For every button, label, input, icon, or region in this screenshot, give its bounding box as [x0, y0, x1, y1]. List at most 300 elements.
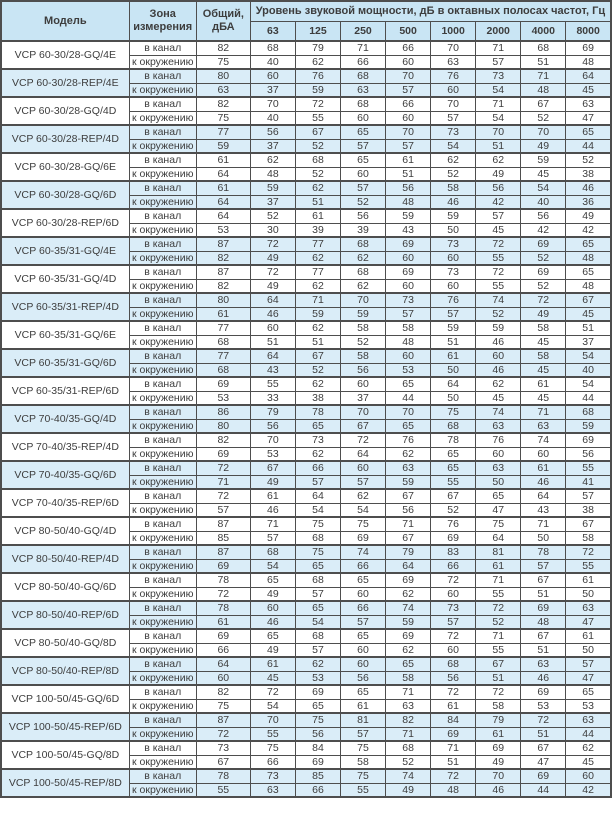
band-level-cell: 37: [250, 139, 295, 153]
band-level-cell: 79: [476, 713, 521, 727]
band-level-cell: 52: [476, 615, 521, 629]
band-level-cell: 70: [250, 97, 295, 111]
model-name-cell: VCP 60-30/28-GQ/6D: [1, 181, 129, 209]
total-dba-cell: 85: [196, 531, 250, 545]
model-block: [1, 321, 611, 349]
table-row: [1, 293, 611, 307]
band-level-cell: 37: [340, 391, 385, 405]
band-level-cell: 56: [386, 181, 431, 195]
zone-label-ambient: к окружению: [129, 139, 196, 153]
band-level-cell: 56: [566, 447, 611, 461]
band-level-cell: 57: [476, 55, 521, 69]
band-level-cell: 52: [566, 153, 611, 167]
band-level-cell: 65: [295, 559, 340, 573]
band-level-cell: 63: [566, 97, 611, 111]
band-level-cell: 66: [340, 601, 385, 615]
band-level-cell: 60: [340, 587, 385, 601]
band-level-cell: 45: [476, 223, 521, 237]
model-block: [1, 125, 611, 153]
band-level-cell: 49: [521, 139, 566, 153]
model-name-cell: VCP 80-50/40-GQ/6D: [1, 573, 129, 601]
col-header-frequency: 4000: [521, 21, 566, 41]
band-level-cell: 63: [566, 713, 611, 727]
band-level-cell: 70: [340, 293, 385, 307]
band-level-cell: 54: [431, 139, 476, 153]
band-level-cell: 54: [566, 349, 611, 363]
band-level-cell: 40: [250, 111, 295, 125]
total-dba-cell: 80: [196, 69, 250, 83]
zone-label-ambient: к окружению: [129, 251, 196, 265]
total-dba-cell: 66: [196, 643, 250, 657]
total-dba-cell: 78: [196, 601, 250, 615]
band-level-cell: 66: [295, 783, 340, 797]
band-level-cell: 72: [431, 769, 476, 783]
zone-label-ambient: к окружению: [129, 503, 196, 517]
band-level-cell: 63: [566, 601, 611, 615]
model-block: [1, 741, 611, 769]
band-level-cell: 65: [340, 153, 385, 167]
band-level-cell: 57: [295, 643, 340, 657]
col-header-frequency: 500: [386, 21, 431, 41]
band-level-cell: 50: [566, 587, 611, 601]
band-level-cell: 69: [521, 685, 566, 699]
band-level-cell: 69: [521, 237, 566, 251]
band-level-cell: 57: [295, 475, 340, 489]
band-level-cell: 52: [340, 335, 385, 349]
table-row: [1, 405, 611, 419]
total-dba-cell: 57: [196, 503, 250, 517]
band-level-cell: 61: [431, 349, 476, 363]
band-level-cell: 51: [521, 727, 566, 741]
zone-label-ambient: к окружению: [129, 279, 196, 293]
band-level-cell: 52: [431, 167, 476, 181]
band-level-cell: 60: [340, 111, 385, 125]
model-name-cell: VCP 60-30/28-GQ/6E: [1, 153, 129, 181]
band-level-cell: 71: [295, 293, 340, 307]
model-block: [1, 405, 611, 433]
band-level-cell: 58: [386, 671, 431, 685]
model-name-cell: VCP 80-50/40-REP/4D: [1, 545, 129, 573]
band-level-cell: 57: [476, 209, 521, 223]
model-name-cell: VCP 100-50/45-GQ/6D: [1, 685, 129, 713]
band-level-cell: 65: [295, 699, 340, 713]
band-level-cell: 53: [386, 363, 431, 377]
band-level-cell: 61: [250, 489, 295, 503]
col-header-frequency: 63: [250, 21, 295, 41]
total-dba-cell: 72: [196, 587, 250, 601]
band-level-cell: 64: [431, 377, 476, 391]
band-level-cell: 70: [431, 41, 476, 55]
total-dba-cell: 87: [196, 237, 250, 251]
model-block: [1, 237, 611, 265]
total-dba-cell: 77: [196, 321, 250, 335]
model-name-cell: VCP 70-40/35-REP/6D: [1, 489, 129, 517]
band-level-cell: 46: [521, 475, 566, 489]
band-level-cell: 42: [476, 195, 521, 209]
band-level-cell: 64: [566, 69, 611, 83]
band-level-cell: 59: [386, 615, 431, 629]
band-level-cell: 75: [340, 741, 385, 755]
band-level-cell: 70: [250, 713, 295, 727]
table-row: [1, 181, 611, 195]
zone-label-duct: в канал: [129, 349, 196, 363]
band-level-cell: 44: [566, 727, 611, 741]
model-name-cell: VCP 100-50/45-GQ/8D: [1, 741, 129, 769]
band-level-cell: 46: [566, 181, 611, 195]
band-level-cell: 67: [476, 657, 521, 671]
band-level-cell: 72: [521, 293, 566, 307]
band-level-cell: 60: [250, 69, 295, 83]
band-level-cell: 75: [295, 517, 340, 531]
band-level-cell: 55: [295, 111, 340, 125]
band-level-cell: 48: [386, 335, 431, 349]
band-level-cell: 62: [295, 55, 340, 69]
band-level-cell: 44: [566, 139, 611, 153]
model-block: [1, 517, 611, 545]
band-level-cell: 67: [566, 293, 611, 307]
total-dba-cell: 82: [196, 251, 250, 265]
band-level-cell: 76: [431, 517, 476, 531]
band-level-cell: 39: [340, 223, 385, 237]
band-level-cell: 67: [521, 741, 566, 755]
model-block: [1, 293, 611, 321]
band-level-cell: 60: [476, 349, 521, 363]
band-level-cell: 68: [295, 531, 340, 545]
total-dba-cell: 64: [196, 167, 250, 181]
band-level-cell: 70: [250, 433, 295, 447]
band-level-cell: 62: [386, 643, 431, 657]
model-name-cell: VCP 70-40/35-GQ/6D: [1, 461, 129, 489]
band-level-cell: 68: [521, 41, 566, 55]
zone-label-duct: в канал: [129, 293, 196, 307]
band-level-cell: 55: [431, 475, 476, 489]
band-level-cell: 76: [431, 293, 476, 307]
band-level-cell: 52: [431, 503, 476, 517]
zone-label-duct: в канал: [129, 41, 196, 55]
band-level-cell: 50: [566, 643, 611, 657]
band-level-cell: 42: [566, 783, 611, 797]
band-level-cell: 58: [431, 181, 476, 195]
zone-label-duct: в канал: [129, 713, 196, 727]
band-level-cell: 75: [431, 405, 476, 419]
band-level-cell: 38: [295, 391, 340, 405]
band-level-cell: 65: [476, 489, 521, 503]
table-row: [1, 713, 611, 727]
band-level-cell: 65: [431, 461, 476, 475]
band-level-cell: 72: [431, 685, 476, 699]
band-level-cell: 61: [476, 559, 521, 573]
band-level-cell: 36: [566, 195, 611, 209]
band-level-cell: 71: [521, 405, 566, 419]
band-level-cell: 52: [340, 195, 385, 209]
zone-label-duct: в канал: [129, 685, 196, 699]
model-block: [1, 433, 611, 461]
model-block: [1, 769, 611, 797]
total-dba-cell: 61: [196, 181, 250, 195]
band-level-cell: 66: [295, 461, 340, 475]
model-name-cell: VCP 60-35/31-REP/6D: [1, 377, 129, 405]
band-level-cell: 51: [566, 321, 611, 335]
zone-label-ambient: к окружению: [129, 83, 196, 97]
band-level-cell: 54: [476, 83, 521, 97]
band-level-cell: 57: [566, 489, 611, 503]
band-level-cell: 62: [566, 741, 611, 755]
band-level-cell: 62: [295, 251, 340, 265]
band-level-cell: 63: [521, 657, 566, 671]
band-level-cell: 74: [476, 293, 521, 307]
band-level-cell: 59: [431, 209, 476, 223]
band-level-cell: 60: [340, 461, 385, 475]
total-dba-cell: 73: [196, 741, 250, 755]
band-level-cell: 67: [340, 419, 385, 433]
zone-label-duct: в канал: [129, 125, 196, 139]
band-level-cell: 73: [295, 433, 340, 447]
band-level-cell: 69: [340, 531, 385, 545]
total-dba-cell: 60: [196, 671, 250, 685]
total-dba-cell: 87: [196, 545, 250, 559]
zone-label-duct: в канал: [129, 153, 196, 167]
band-level-cell: 67: [431, 489, 476, 503]
band-level-cell: 67: [521, 629, 566, 643]
band-level-cell: 46: [476, 783, 521, 797]
band-level-cell: 69: [386, 237, 431, 251]
band-level-cell: 55: [476, 251, 521, 265]
zone-label-duct: в канал: [129, 69, 196, 83]
band-level-cell: 76: [295, 69, 340, 83]
band-level-cell: 64: [250, 293, 295, 307]
band-level-cell: 65: [566, 237, 611, 251]
zone-label-duct: в канал: [129, 629, 196, 643]
band-level-cell: 63: [476, 419, 521, 433]
model-block: [1, 545, 611, 573]
band-level-cell: 49: [476, 755, 521, 769]
band-level-cell: 69: [566, 41, 611, 55]
band-level-cell: 45: [250, 671, 295, 685]
band-level-cell: 60: [386, 55, 431, 69]
band-level-cell: 60: [431, 251, 476, 265]
model-block: [1, 573, 611, 601]
band-level-cell: 52: [521, 251, 566, 265]
band-level-cell: 65: [250, 573, 295, 587]
band-level-cell: 57: [521, 559, 566, 573]
band-level-cell: 46: [476, 363, 521, 377]
band-level-cell: 71: [250, 517, 295, 531]
total-dba-cell: 61: [196, 153, 250, 167]
band-level-cell: 65: [340, 125, 385, 139]
band-level-cell: 62: [386, 587, 431, 601]
model-name-cell: VCP 60-30/28-REP/6D: [1, 209, 129, 237]
total-dba-cell: 64: [196, 195, 250, 209]
band-level-cell: 53: [566, 699, 611, 713]
band-level-cell: 51: [521, 643, 566, 657]
zone-label-ambient: к окружению: [129, 111, 196, 125]
band-level-cell: 71: [476, 629, 521, 643]
band-level-cell: 65: [295, 601, 340, 615]
band-level-cell: 72: [431, 573, 476, 587]
model-name-cell: VCP 60-35/31-GQ/6E: [1, 321, 129, 349]
total-dba-cell: 69: [196, 377, 250, 391]
band-level-cell: 78: [521, 545, 566, 559]
band-level-cell: 57: [431, 307, 476, 321]
total-dba-cell: 86: [196, 405, 250, 419]
zone-label-duct: в канал: [129, 573, 196, 587]
zone-label-duct: в канал: [129, 657, 196, 671]
band-level-cell: 60: [250, 601, 295, 615]
band-level-cell: 82: [386, 713, 431, 727]
band-level-cell: 66: [250, 755, 295, 769]
zone-label-ambient: к окружению: [129, 167, 196, 181]
band-level-cell: 78: [295, 405, 340, 419]
zone-label-duct: в канал: [129, 97, 196, 111]
band-level-cell: 61: [295, 209, 340, 223]
col-header-frequency: 8000: [566, 21, 611, 41]
band-level-cell: 51: [521, 55, 566, 69]
zone-label-ambient: к окружению: [129, 531, 196, 545]
band-level-cell: 62: [295, 279, 340, 293]
band-level-cell: 56: [521, 209, 566, 223]
total-dba-cell: 61: [196, 307, 250, 321]
band-level-cell: 73: [431, 601, 476, 615]
band-level-cell: 71: [476, 573, 521, 587]
band-level-cell: 42: [566, 223, 611, 237]
band-level-cell: 72: [521, 713, 566, 727]
band-level-cell: 37: [250, 83, 295, 97]
band-level-cell: 62: [340, 489, 385, 503]
band-level-cell: 42: [521, 223, 566, 237]
band-level-cell: 71: [386, 685, 431, 699]
col-header-zone: Зона измерения: [129, 1, 196, 41]
band-level-cell: 73: [386, 293, 431, 307]
band-level-cell: 45: [521, 363, 566, 377]
band-level-cell: 37: [250, 195, 295, 209]
band-level-cell: 66: [386, 97, 431, 111]
band-level-cell: 72: [250, 237, 295, 251]
total-dba-cell: 67: [196, 755, 250, 769]
model-block: [1, 461, 611, 489]
band-level-cell: 51: [386, 167, 431, 181]
band-level-cell: 51: [250, 335, 295, 349]
zone-label-duct: в канал: [129, 321, 196, 335]
model-name-cell: VCP 80-50/40-GQ/8D: [1, 629, 129, 657]
band-level-cell: 61: [476, 727, 521, 741]
band-level-cell: 51: [295, 195, 340, 209]
band-level-cell: 56: [340, 671, 385, 685]
band-level-cell: 70: [476, 769, 521, 783]
zone-label-ambient: к окружению: [129, 699, 196, 713]
band-level-cell: 44: [566, 391, 611, 405]
model-block: [1, 377, 611, 405]
total-dba-cell: 77: [196, 125, 250, 139]
total-dba-cell: 53: [196, 391, 250, 405]
band-level-cell: 57: [431, 111, 476, 125]
total-dba-cell: 69: [196, 447, 250, 461]
band-level-cell: 69: [521, 601, 566, 615]
band-level-cell: 65: [250, 629, 295, 643]
zone-label-ambient: к окружению: [129, 391, 196, 405]
zone-label-ambient: к окружению: [129, 643, 196, 657]
table-row: [1, 685, 611, 699]
band-level-cell: 49: [250, 643, 295, 657]
band-level-cell: 69: [295, 685, 340, 699]
band-level-cell: 70: [431, 97, 476, 111]
table-row: [1, 377, 611, 391]
band-level-cell: 64: [340, 447, 385, 461]
band-level-cell: 58: [521, 321, 566, 335]
band-level-cell: 65: [340, 629, 385, 643]
band-level-cell: 45: [521, 391, 566, 405]
band-level-cell: 56: [340, 209, 385, 223]
total-dba-cell: 53: [196, 223, 250, 237]
total-dba-cell: 68: [196, 335, 250, 349]
band-level-cell: 60: [476, 447, 521, 461]
band-level-cell: 63: [521, 419, 566, 433]
band-level-cell: 56: [250, 419, 295, 433]
band-level-cell: 68: [340, 265, 385, 279]
band-level-cell: 57: [340, 615, 385, 629]
band-level-cell: 45: [566, 307, 611, 321]
band-level-cell: 45: [521, 335, 566, 349]
band-level-cell: 54: [295, 615, 340, 629]
band-level-cell: 75: [340, 517, 385, 531]
band-level-cell: 68: [566, 405, 611, 419]
model-name-cell: VCP 60-30/28-REP/4D: [1, 125, 129, 153]
band-level-cell: 59: [521, 153, 566, 167]
band-level-cell: 46: [250, 503, 295, 517]
band-level-cell: 46: [250, 615, 295, 629]
band-level-cell: 55: [476, 587, 521, 601]
total-dba-cell: 77: [196, 349, 250, 363]
band-level-cell: 57: [431, 615, 476, 629]
band-level-cell: 58: [340, 349, 385, 363]
band-level-cell: 72: [295, 97, 340, 111]
band-level-cell: 64: [476, 531, 521, 545]
band-level-cell: 60: [431, 279, 476, 293]
model-block: [1, 601, 611, 629]
total-dba-cell: 59: [196, 139, 250, 153]
band-level-cell: 55: [566, 559, 611, 573]
band-level-cell: 65: [386, 657, 431, 671]
band-level-cell: 72: [566, 545, 611, 559]
band-level-cell: 47: [521, 755, 566, 769]
band-level-cell: 57: [340, 475, 385, 489]
table-row: [1, 237, 611, 251]
band-level-cell: 72: [476, 601, 521, 615]
band-level-cell: 71: [431, 741, 476, 755]
band-level-cell: 51: [431, 755, 476, 769]
zone-label-ambient: к окружению: [129, 335, 196, 349]
total-dba-cell: 78: [196, 573, 250, 587]
model-block: [1, 713, 611, 741]
zone-label-ambient: к окружению: [129, 587, 196, 601]
band-level-cell: 75: [295, 545, 340, 559]
band-level-cell: 60: [250, 321, 295, 335]
band-level-cell: 72: [431, 629, 476, 643]
zone-label-ambient: к окружению: [129, 307, 196, 321]
band-level-cell: 66: [340, 559, 385, 573]
band-level-cell: 60: [431, 587, 476, 601]
band-level-cell: 56: [431, 671, 476, 685]
band-level-cell: 67: [521, 97, 566, 111]
band-level-cell: 52: [386, 755, 431, 769]
band-level-cell: 62: [476, 153, 521, 167]
band-level-cell: 49: [250, 587, 295, 601]
table-row: [1, 489, 611, 503]
band-level-cell: 54: [340, 503, 385, 517]
band-level-cell: 61: [250, 657, 295, 671]
table-row: [1, 433, 611, 447]
band-level-cell: 48: [566, 279, 611, 293]
band-level-cell: 67: [386, 531, 431, 545]
